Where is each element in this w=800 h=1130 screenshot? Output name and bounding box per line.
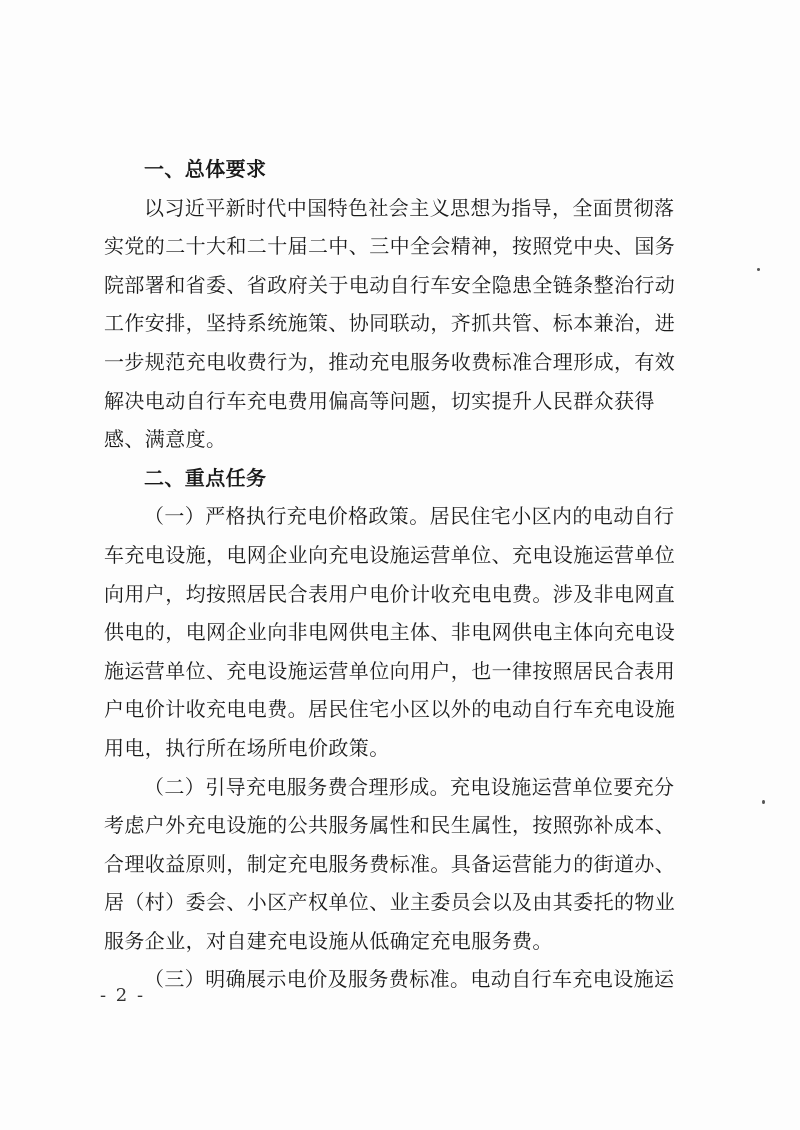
document-body [104,150,694,999]
paragraph-line: 供电的，电网企业向非电网供电主体、非电网供电主体向充电设 [104,620,676,645]
page-number: - 2 - [100,985,146,1006]
section-heading-key-tasks: 二、重点任务 [144,465,267,490]
scan-speck [757,268,760,271]
paragraph-line: 施运营单位、充电设施运营单位向用户，也一律按照居民合表用 [104,658,676,683]
paragraph-line: 向用户，均按照居民合表用户电价计收充电电费。涉及非电网直 [104,581,676,606]
paragraph-line: 合理收益原则，制定充电服务费标准。具备运营能力的街道办、 [104,851,676,876]
paragraph-line: 解决电动自行车充电费用偏高等问题，切实提升人民群众获得 [104,388,655,413]
paragraph-line: 考虑户外充电设施的公共服务属性和民生属性，按照弥补成本、 [104,813,676,838]
paragraph-line: 车充电设施，电网企业向充电设施运营单位、充电设施运营单位 [104,542,676,567]
scan-speck [762,800,765,804]
paragraph-line: （三）明确展示电价及服务费标准。电动自行车充电设施运 [144,967,675,992]
paragraph-line: 服务企业，对自建充电设施从低确定充电服务费。 [104,928,553,953]
paragraph-line: 以习近平新时代中国特色社会主义思想为指导，全面贯彻落 [144,195,675,220]
paragraph-line: 一步规范充电收费行为，推动充电服务收费标准合理形成，有效 [104,349,676,374]
paragraph-line: 实党的二十大和二十届二中、三中全会精神，按照党中央、国务 [104,234,676,259]
paragraph-line: 居（村）委会、小区产权单位、业主委员会以及由其委托的物业 [104,890,676,915]
paragraph-line: （一）严格执行充电价格政策。居民住宅小区内的电动自行 [144,504,675,529]
paragraph-line: 感、满意度。 [104,427,227,452]
paragraph-line: 用电，执行所在场所电价政策。 [104,735,390,760]
paragraph-line: 工作安排，坚持系统施策、协同联动，齐抓共管、标本兼治，进 [104,311,676,336]
paragraph-line: 院部署和省委、省政府关于电动自行车安全隐患全链条整治行动 [104,272,676,297]
paragraph-line: （二）引导充电服务费合理形成。充电设施运营单位要充分 [144,774,675,799]
paragraph-line: 户电价计收充电电费。居民住宅小区以外的电动自行车充电设施 [104,697,676,722]
section-heading-general-requirements: 一、总体要求 [144,157,267,181]
